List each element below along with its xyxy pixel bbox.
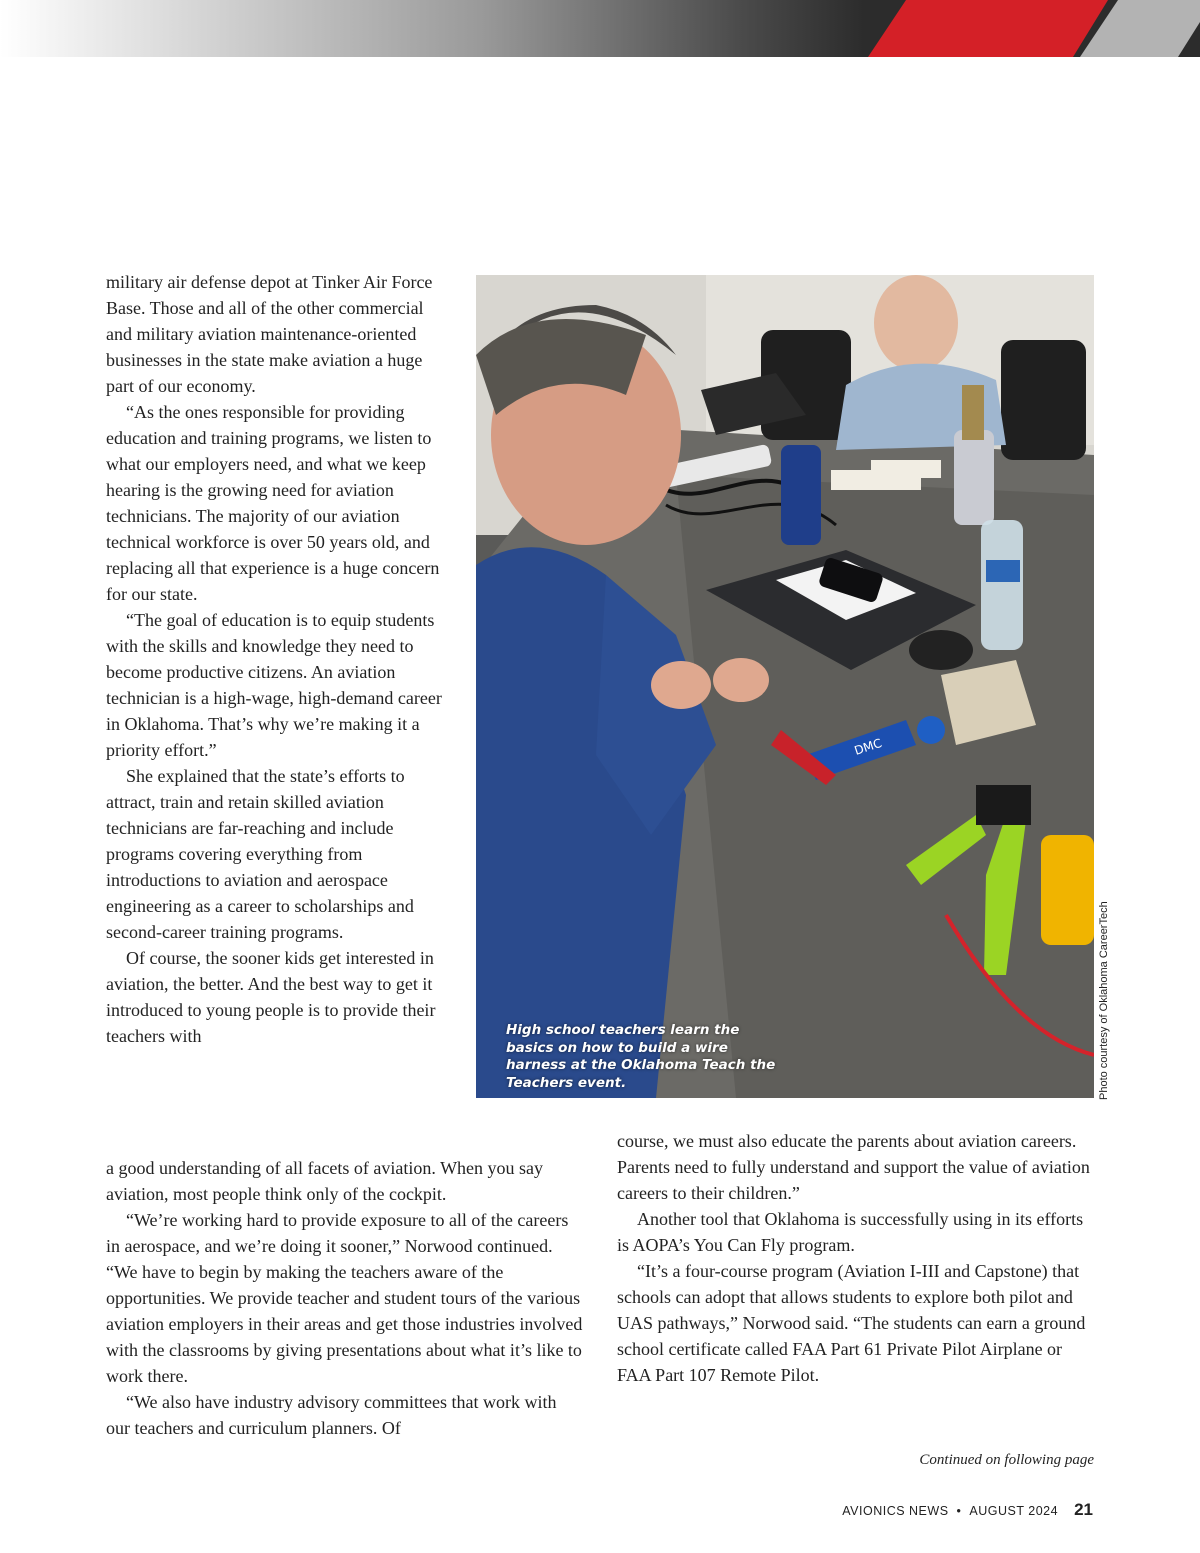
paragraph: “We also have industry advisory committees that work with our teachers and curriculum planners. Of	[106, 1392, 557, 1438]
paragraph: She explained that the state’s efforts to attract, train and retain skilled aviation technicians are far-reaching and include programs covering everything from introductions to aviation and aerospace engineering as a career to scholarships and second-career training programs.	[106, 766, 414, 942]
paragraph: a good understanding of all facets of aviation. When you say aviation, most people think only of the cockpit.	[106, 1158, 544, 1204]
paragraph: “It’s a four-course program (Aviation I-III and Capstone) that schools can adopt that allows students to explore both pilot and UAS pathways,” Norwood said. “The students can earn a ground school certificate called FAA Part 61 Private Pilot Airplane or FAA Part 107 Remote Pilot.	[617, 1261, 1086, 1385]
paragraph: course, we must also educate the parents about aviation careers. Parents need to fully understand and support the value of aviation careers to their children.”	[617, 1131, 1090, 1203]
article-column-right	[617, 1128, 1097, 1388]
paragraph: military air defense depot at Tinker Air Force Base. Those and all of the other commercial and military aviation maintenance-oriented businesses in the state make aviation a huge part of our economy.	[106, 272, 433, 396]
publication-name: AVIONICS NEWS	[842, 1504, 949, 1518]
page-number: 21	[1074, 1500, 1093, 1519]
paragraph: “The goal of education is to equip students with the skills and knowledge they need to become productive citizens. An aviation technician is a high-wage, high-demand career in Oklahoma. That’s why we’re making it a priority effort.”	[106, 610, 442, 760]
tool-brand-label: DMC	[852, 735, 884, 758]
header-band	[0, 0, 1200, 57]
header-red-stripe	[868, 0, 1108, 57]
issue-date: AUGUST 2024	[969, 1504, 1059, 1518]
continued-note: Continued on following page	[919, 1452, 1094, 1468]
photo-credit: Photo courtesy of Oklahoma CareerTech	[1098, 901, 1110, 1100]
paragraph: “As the ones responsible for providing education and training programs, we listen to what our employers need, and what we keep hearing is the growing need for aviation technicians. The majority of our aviation technical workforce is over 50 years old, and replacing all that experience is a huge concern for our state.	[106, 402, 440, 604]
bullet-separator: •	[956, 1504, 962, 1518]
page-footer	[842, 1500, 1093, 1520]
paragraph: “We’re working hard to provide exposure to all of the careers in aerospace, and we’re doing it sooner,” Norwood continued. “We have to begin by making the teachers aware of the opportunities. We provide teacher and student tours of the various aviation employers in their areas and get those industries involved with the classrooms by giving presentations about what it’s like to work there.	[106, 1210, 583, 1386]
photo-caption: High school teachers learn the basics on how to build a wire harness at the Oklahoma Teach the Teachers event.	[506, 1022, 776, 1091]
article-column-left-bottom	[106, 1155, 584, 1441]
paragraph: Another tool that Oklahoma is successfully using in its efforts is AOPA’s You Can Fly program.	[617, 1209, 1084, 1255]
article-column-left-top	[106, 269, 450, 1049]
paragraph: Of course, the sooner kids get interested in aviation, the better. And the best way to get it introduced to young people is to provide their teachers with	[106, 948, 436, 1046]
workshop-photo	[476, 275, 1094, 1098]
